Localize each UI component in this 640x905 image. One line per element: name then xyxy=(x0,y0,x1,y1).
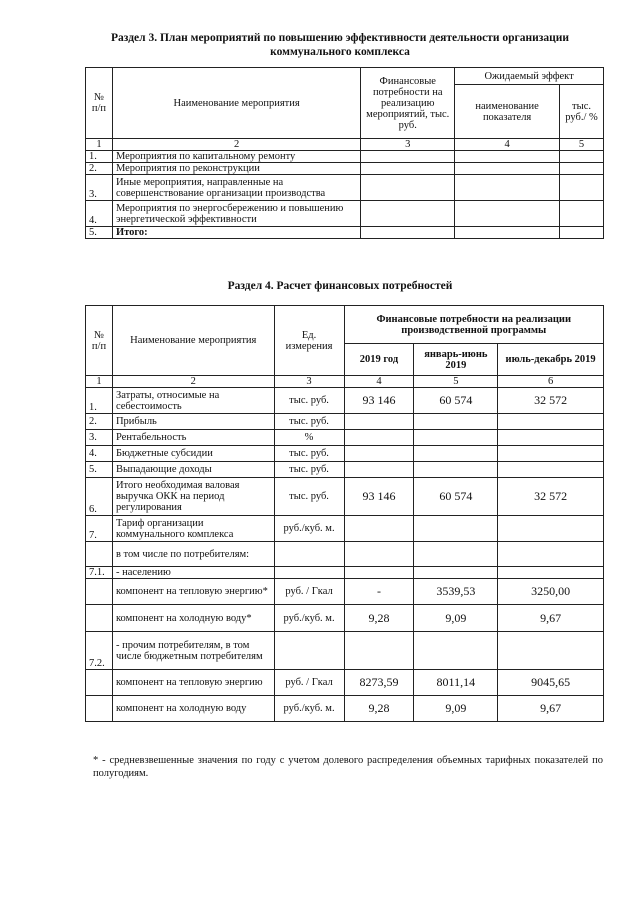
section3-table xyxy=(85,67,604,239)
row-name: Мероприятия по капитальному ремонту xyxy=(112,151,360,163)
value-2019: 9,28 xyxy=(344,605,414,632)
row-name: компонент на холодную воду xyxy=(112,696,274,722)
table-row xyxy=(86,696,604,722)
s3-header-unit: тыс. руб./ % xyxy=(560,85,604,139)
section3-title-line1: Раздел 3. План мероприятий по повышению эффективности деятельности организации xyxy=(111,32,569,44)
row-unit xyxy=(274,542,344,567)
value-h1 xyxy=(414,632,498,670)
value-h2 xyxy=(498,430,604,446)
row-name: компонент на тепловую энергию xyxy=(112,670,274,696)
row-unit: руб./куб. м. xyxy=(274,516,344,542)
row-number: 5. xyxy=(86,462,113,478)
row-number: 2. xyxy=(86,163,113,175)
row-name: Затраты, относимые на себестоимость xyxy=(112,388,274,414)
row-name: Мероприятия по энергосбережению и повышению энергетической эффективности xyxy=(112,201,360,227)
table-row xyxy=(86,414,604,430)
row-number xyxy=(86,542,113,567)
value-h1 xyxy=(414,542,498,567)
s3-header-name: Наименование мероприятия xyxy=(112,68,360,139)
s4-header-2019: 2019 год xyxy=(344,344,414,376)
value-h1 xyxy=(414,414,498,430)
table-row xyxy=(86,163,604,175)
row-number: 3. xyxy=(86,175,113,201)
row-unit: тыс. руб. xyxy=(274,388,344,414)
value-2019: 9,28 xyxy=(344,696,414,722)
s4-header-unit: Ед. измерения xyxy=(274,306,344,376)
table-row xyxy=(86,227,604,239)
table-row xyxy=(86,201,604,227)
s3-col-no: 3 xyxy=(361,139,455,151)
value-h1: 9,09 xyxy=(414,696,498,722)
value-h2 xyxy=(498,414,604,430)
table-row xyxy=(86,478,604,516)
row-unit: тыс. руб. xyxy=(274,414,344,430)
value-h1 xyxy=(414,567,498,579)
row-name: Мероприятия по реконструкции xyxy=(112,163,360,175)
row-unit: тыс. руб. xyxy=(274,478,344,516)
s4-col-no: 1 xyxy=(86,376,113,388)
value-h1 xyxy=(414,446,498,462)
table-row xyxy=(86,175,604,201)
row-name: Иные мероприятия, направленные на совершенствование организации производства xyxy=(112,175,360,201)
section3-title-line2: коммунального комплекса xyxy=(270,46,410,58)
table-row xyxy=(86,632,604,670)
row-number xyxy=(86,696,113,722)
value-2019 xyxy=(344,567,414,579)
row-number: 1. xyxy=(86,151,113,163)
s4-header-num: № п/п xyxy=(86,306,113,376)
row-unit: руб./куб. м. xyxy=(274,605,344,632)
table-row xyxy=(86,542,604,567)
table-row xyxy=(86,670,604,696)
s4-header-h1: январь-июнь 2019 xyxy=(414,344,498,376)
s4-col-no: 5 xyxy=(414,376,498,388)
s3-column-numbers xyxy=(86,139,604,151)
s4-col-no: 2 xyxy=(112,376,274,388)
row-name: Прибыль xyxy=(112,414,274,430)
table-row xyxy=(86,151,604,163)
value-2019 xyxy=(344,542,414,567)
section4-table xyxy=(85,305,604,722)
section4-title: Раздел 4. Расчет финансовых потребностей xyxy=(227,280,453,292)
row-unit: руб. / Гкал xyxy=(274,579,344,605)
row-name: компонент на холодную воду* xyxy=(112,605,274,632)
value-h2 xyxy=(498,632,604,670)
row-unit: руб. / Гкал xyxy=(274,670,344,696)
table-row xyxy=(86,605,604,632)
row-name: Бюджетные субсидии xyxy=(112,446,274,462)
value-2019 xyxy=(344,516,414,542)
row-unit xyxy=(274,632,344,670)
table-row xyxy=(86,567,604,579)
value-h2: 9,67 xyxy=(498,605,604,632)
s3-col-no: 1 xyxy=(86,139,113,151)
row-number: 5. xyxy=(86,227,113,239)
s4-header-h2: июль-декабрь 2019 xyxy=(498,344,604,376)
value-2019: 93 146 xyxy=(344,388,414,414)
row-unit: руб./куб. м. xyxy=(274,696,344,722)
table-row xyxy=(86,430,604,446)
table-row xyxy=(86,462,604,478)
s4-header-group: Финансовые потребности на реализации производственной программы xyxy=(344,306,603,344)
value-h2 xyxy=(498,446,604,462)
value-h2: 3250,00 xyxy=(498,579,604,605)
s4-col-no: 3 xyxy=(274,376,344,388)
row-name: Рентабельность xyxy=(112,430,274,446)
s3-col-no: 5 xyxy=(560,139,604,151)
row-number: 4. xyxy=(86,446,113,462)
value-h1: 8011,14 xyxy=(414,670,498,696)
row-number: 6. xyxy=(86,478,113,516)
row-name: Итого необходимая валовая выручка ОКК на период регулирования xyxy=(112,478,274,516)
value-h2 xyxy=(498,516,604,542)
s4-column-numbers xyxy=(86,376,604,388)
value-h2: 9,67 xyxy=(498,696,604,722)
row-name: Выпадающие доходы xyxy=(112,462,274,478)
s3-header-num: № п/п xyxy=(86,68,113,139)
footnote: * - средневзвешенные значения по году с учетом долевого распределения объемных тарифных показателей по полугодиям. xyxy=(93,755,603,779)
value-h1: 9,09 xyxy=(414,605,498,632)
row-number: 2. xyxy=(86,414,113,430)
row-number: 3. xyxy=(86,430,113,446)
value-h1 xyxy=(414,462,498,478)
value-h2 xyxy=(498,462,604,478)
value-2019: 8273,59 xyxy=(344,670,414,696)
row-number: 1. xyxy=(86,388,113,414)
row-name: Тариф организации коммунального комплекса xyxy=(112,516,274,542)
value-2019: 93 146 xyxy=(344,478,414,516)
value-h2 xyxy=(498,542,604,567)
value-2019: - xyxy=(344,579,414,605)
row-unit: тыс. руб. xyxy=(274,446,344,462)
value-2019 xyxy=(344,414,414,430)
s3-col-no: 2 xyxy=(112,139,360,151)
table-row xyxy=(86,516,604,542)
value-h1: 60 574 xyxy=(414,478,498,516)
row-number xyxy=(86,579,113,605)
value-2019 xyxy=(344,462,414,478)
row-number xyxy=(86,605,113,632)
value-h2: 9045,65 xyxy=(498,670,604,696)
s4-header-name: Наименование мероприятия xyxy=(112,306,274,376)
row-name: в том числе по потребителям: xyxy=(112,542,274,567)
value-h1: 60 574 xyxy=(414,388,498,414)
value-h1: 3539,53 xyxy=(414,579,498,605)
s3-col-no: 4 xyxy=(455,139,560,151)
s3-header-expected: Ожидаемый эффект xyxy=(455,68,604,85)
row-name: компонент на тепловую энергию* xyxy=(112,579,274,605)
s4-col-no: 6 xyxy=(498,376,604,388)
row-number: 7. xyxy=(86,516,113,542)
row-unit xyxy=(274,567,344,579)
value-2019 xyxy=(344,446,414,462)
row-number: 4. xyxy=(86,201,113,227)
table-row xyxy=(86,388,604,414)
s4-col-no: 4 xyxy=(344,376,414,388)
row-number: 7.1. xyxy=(86,567,113,579)
row-name: - населению xyxy=(112,567,274,579)
row-number: 7.2. xyxy=(86,632,113,670)
section3-title xyxy=(60,31,620,59)
value-h2: 32 572 xyxy=(498,478,604,516)
value-h2 xyxy=(498,567,604,579)
s3-header-indicator: наименование показателя xyxy=(455,85,560,139)
value-2019 xyxy=(344,430,414,446)
value-h2: 32 572 xyxy=(498,388,604,414)
row-unit: тыс. руб. xyxy=(274,462,344,478)
row-name: - прочим потребителям, в том числе бюджетным потребителям xyxy=(112,632,274,670)
value-2019 xyxy=(344,632,414,670)
table-row xyxy=(86,579,604,605)
s3-header-financial: Финансовые потребности на реализацию мероприятий, тыс. руб. xyxy=(361,68,455,139)
row-unit: % xyxy=(274,430,344,446)
table-row xyxy=(86,446,604,462)
value-h1 xyxy=(414,516,498,542)
value-h1 xyxy=(414,430,498,446)
row-number xyxy=(86,670,113,696)
row-name-total: Итого: xyxy=(112,227,360,239)
